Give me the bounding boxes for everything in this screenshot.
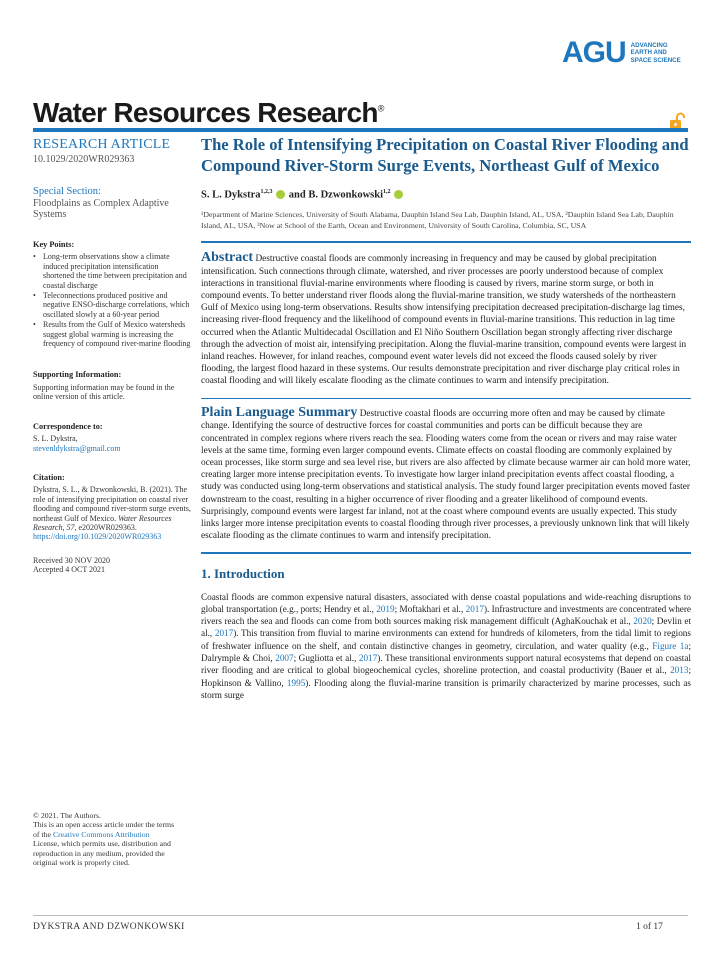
citation-reference-link[interactable]: Figure 1a — [652, 640, 689, 651]
copyright-line: © 2021. The Authors. — [33, 811, 101, 820]
citation-reference-link[interactable]: 2017 — [465, 603, 484, 614]
correspondence — [33, 422, 191, 453]
introduction-text-segment: ). This transition from fluvial to marine environments can extend for hundreds of kilometers, from the tidal limit to regions of freshwater influence on the shelf, and contain distinctive changes in geometry, circulation, and water quality (e.g., — [201, 628, 691, 651]
key-points-heading: Key Points: — [33, 240, 75, 249]
introduction-text-segment: ). These transitional environments support natural ecosystems that depend on coastal river flooding and are critical to global biogeochemical cycles, shoreline protection, and coastal productivity (Bauer et al., — [201, 653, 691, 676]
author-affiliation-sup: 1,2,3 — [260, 189, 273, 195]
supporting-heading: Supporting Information: — [33, 370, 122, 380]
citation-doi-link[interactable]: https://doi.org/10.1029/2020WR029363 — [33, 532, 162, 542]
introduction-heading: 1. Introduction — [201, 565, 285, 581]
author-list — [201, 189, 691, 201]
abstract-rule — [201, 241, 691, 243]
introduction-text-segment: ). Infrastructure and investments are concentrated where rivers reach the sea and floods can come from both sources making risk management difficult (AghaKouchak et al., — [201, 603, 691, 627]
citation-reference-link[interactable]: 2020 — [633, 616, 652, 627]
article-doi: 10.1029/2020WR029363 — [33, 154, 135, 165]
sidebar — [33, 137, 191, 575]
introduction-text-segment: ; Dalrymple & Choi, — [201, 640, 691, 664]
article-type: RESEARCH ARTICLE — [33, 137, 171, 152]
registered-mark: ® — [377, 103, 384, 114]
citation-text: Dykstra, S. L., & Dzwonkowski, B. (2021). The role of intensifying precipitation on coastal river flooding and compound river-storm surge events, northeast Gulf of Mexico. — [33, 485, 191, 523]
citation-reference-link[interactable]: 1995 — [286, 677, 306, 688]
introduction-text-segment: ). Flooding along the fluvial-marine transition is primarily characterized by marine processes, such as storm surge — [201, 677, 691, 700]
received-date: Received 30 NOV 2020 — [33, 555, 110, 565]
article-title: The Role of Intensifying Precipitation on Coastal River Flooding and Compound River-Storm Surge Events, Northeast Gulf of Mexico — [201, 135, 689, 175]
agu-tagline-line: SPACE SCIENCE — [630, 56, 681, 64]
orcid-icon[interactable] — [276, 190, 285, 199]
citation-reference-link[interactable]: 2013 — [670, 665, 689, 676]
plain-language-text: Destructive coastal floods are occurring more often and may be caused by climate change. Identifying the source of destructive forces for coastal communities and ports can be difficult because they are concentrated in complex regions where rivers reach the sea. Flooding waters come from the ocean or rivers and may raise water levels at the same time, forming even larger compound events. Climate effects on coastal flooding are commonly explained by ocean processes, like storm surge and sea level rise, but rivers are also affected by climate because warmer air can hold more water, creating larger more intense precipitation events. To investigate how larger inland precipitation events affect coastal flooding, a study was conducted using long-term observations and statistical analysis. The study found larger precipitation events moved faster downstream to the coast, resulting in a higher occurrence of river flooding and a greater likelihood of compound events. Surprisingly, compound events were largest far inland, not at the coast where compound events are usually expected. This study links larger more intense precipitation events to coastal flooding through river processes, a previously unknown link that will likely escalate flooding as the climate continues to warm and intensify precipitation. — [201, 409, 691, 542]
correspondence-heading: Correspondence to: — [33, 421, 103, 431]
correspondence-email-link[interactable]: stevenldykstra@gmail.com — [33, 443, 121, 453]
creative-commons-link[interactable]: Creative Commons Attribution — [52, 829, 150, 839]
introduction-text-segment: ; Moftakhari et al., — [394, 603, 466, 614]
citation-heading: Citation: — [33, 472, 65, 482]
citation-body — [33, 485, 191, 541]
affiliations: ¹Department of Marine Sciences, University of South Alabama, Dauphin Island Sea Lab, Dauphin Island, AL, USA, ²Dauphin Island Sea Lab, Dauphin Island, AL, USA, ³Now at School of the Earth, Ocean and Environment, University of South Carolina, Columbia, SC, USA — [201, 209, 674, 230]
abstract-text: Destructive coastal floods are commonly increasing in frequency and may be caused by global precipitation intensification. Such connections through climate, watershed, and river processes are poorly understood because of complex interactions in transitional fluvial-marine environments where flooding is caused by rivers, marine storm surge, or both in compound events. To better understand river floods along the fluvial-marine transition, we study watersheds of the northeastern Gulf of Mexico using long-term observations. Results show intensifying precipitation decreased precipitation-discharge lag times, increasing river-flood frequency and the likelihood of compound events in fluvial-marine transitions. This reduction in lag time occurred when the Atlantic Multidecadal Oscillation and El Niño Southern Oscillation began strongly affecting river discharge through the advection of moist air, intensifying precipitation. Along the fluvial-marine transition, compound events were largest in inland reaches. However, for inland reaches, compound event water levels did not exceed the floods caused solely by river flooding, the largest flood hazard in these systems. Our results demonstrate precipitation and river discharge play critical roles in coastal flooding and will likely escalate flooding as the climate continues to warm and intensify precipitation. — [201, 254, 687, 387]
agu-tagline-line: EARTH AND — [630, 49, 667, 57]
agu-logo — [562, 38, 681, 68]
dates — [33, 556, 191, 575]
citation-reference-link[interactable]: 2017 — [358, 653, 378, 664]
supporting-text: Supporting information may be found in the online version of this article. — [33, 382, 175, 402]
introduction-text-segment: ; Hopkinson & Vallino, — [201, 665, 691, 688]
license-intro: This is an open access article under the terms of the — [33, 820, 175, 839]
correspondence-name: S. L. Dykstra, — [33, 434, 78, 444]
abstract-heading: Abstract — [201, 250, 254, 266]
citation-id: e2020WR029363. — [78, 522, 137, 532]
key-points — [33, 240, 191, 348]
journal-title — [33, 97, 384, 129]
page-number: 1 of 17 — [636, 922, 663, 932]
section-rule — [201, 552, 691, 553]
citation-reference-link[interactable]: 2019 — [376, 603, 395, 614]
main-content — [201, 135, 691, 701]
footer-authors: DYKSTRA AND DZWONKOWSKI — [33, 922, 185, 932]
citation-reference-link[interactable]: 2017 — [214, 628, 234, 639]
plain-language-heading: Plain Language Summary — [201, 405, 358, 421]
introduction-text-segment: Coastal floods are common expensive natural disasters, associated with dense coastal populations and wide-reaching disruptions to global transportation (e.g., ports; Hendry et al., — [201, 591, 691, 614]
author-name: S. L. Dykstra — [201, 189, 261, 201]
supporting-information — [33, 370, 191, 401]
citation-reference-link[interactable]: 2007 — [275, 653, 294, 664]
plain-language-rule — [201, 398, 691, 400]
plain-language-summary — [201, 407, 691, 542]
license-text — [33, 820, 175, 867]
abstract — [201, 252, 691, 387]
footer-rule — [33, 915, 688, 916]
key-point: • Results from the Gulf of Mexico watersheds suggest global warming is increasing the frequency of compound river-marine flooding — [33, 320, 191, 348]
key-point: • Teleconnections produced positive and negative ENSO-discharge correlations, which oscillated slowly at a 60-year period — [33, 291, 191, 319]
journal-name: Water Resources Research — [33, 97, 378, 128]
citation — [33, 473, 191, 542]
introduction-text — [201, 591, 691, 702]
orcid-icon[interactable] — [394, 190, 403, 199]
special-section-text: Floodplains as Complex Adaptive Systems — [33, 198, 169, 220]
copyright-notice — [33, 811, 175, 867]
license-terms: License, which permits use, distribution and reproduction in any medium, provided the original work is properly cited. — [33, 839, 171, 868]
agu-tagline-line: ADVANCING — [630, 41, 668, 49]
introduction-text-segment: ; Gugliotta et al., — [293, 653, 359, 664]
key-point: • Long-term observations show a climate induced precipitation intensification shortened the time between precipitation and coastal discharge — [33, 252, 191, 290]
agu-wordmark: AGU — [562, 36, 626, 69]
special-section-heading: Special Section: — [33, 186, 101, 197]
author-join: and B. Dzwonkowski — [288, 189, 384, 201]
header-rule — [33, 128, 688, 132]
agu-tagline — [631, 42, 681, 65]
author-affiliation-sup: 1,2 — [383, 189, 391, 195]
accepted-date: Accepted 4 OCT 2021 — [33, 565, 106, 575]
introduction-text-segment: ; Devlin et al., — [201, 616, 691, 639]
citation-journal: Water Resources Research, 57, — [33, 513, 172, 532]
